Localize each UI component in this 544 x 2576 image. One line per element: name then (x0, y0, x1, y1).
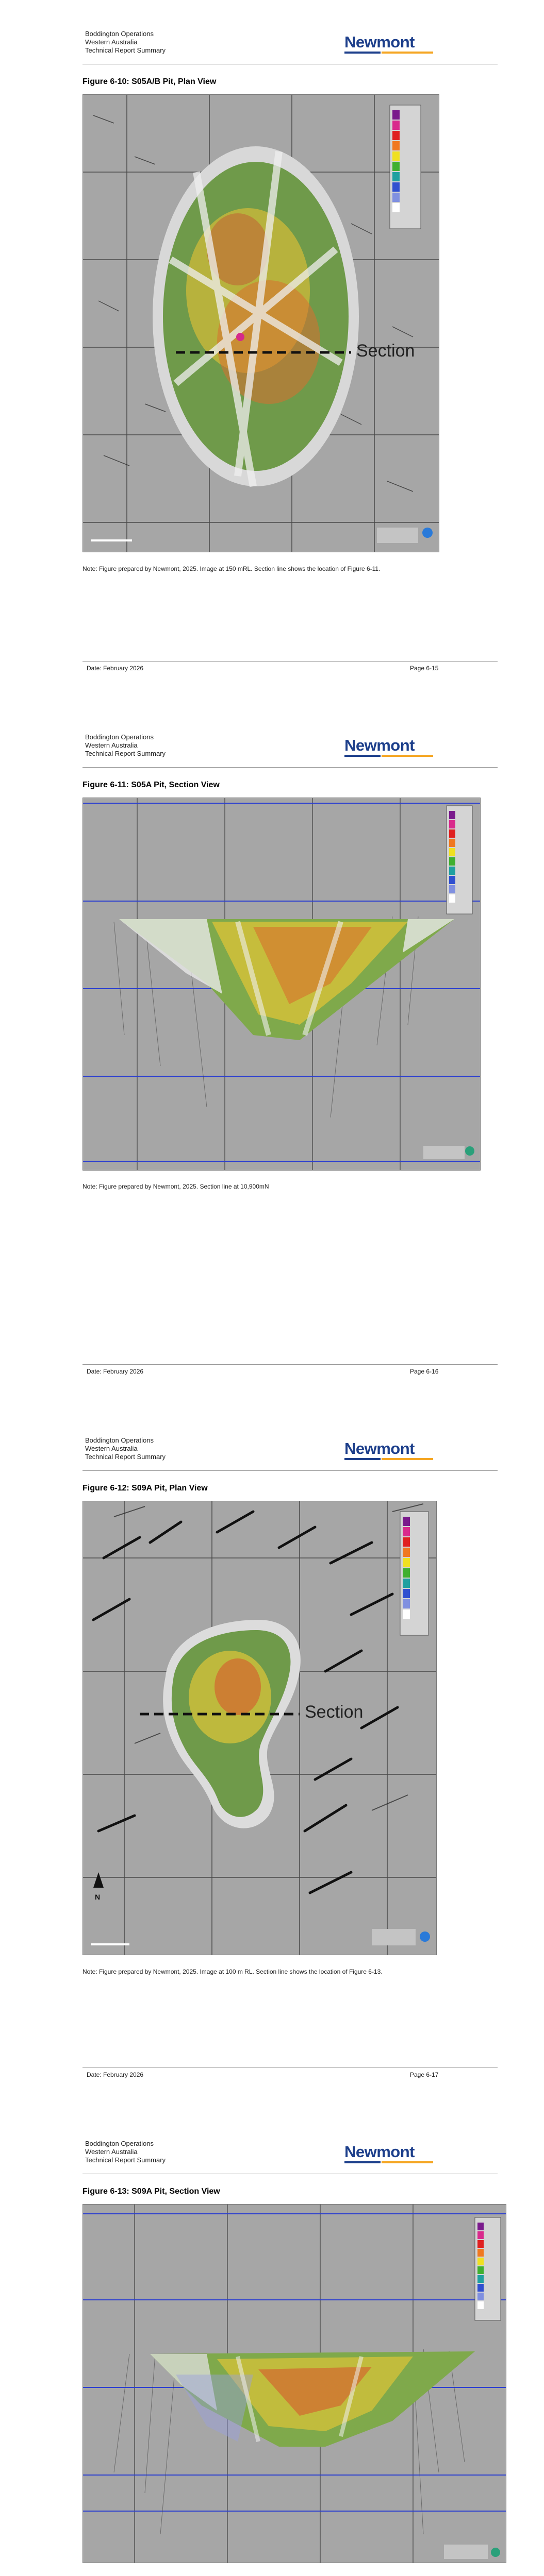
figure-title: Figure 6-11: S05A Pit, Section View (83, 781, 220, 789)
figure-title: Figure 6-13: S09A Pit, Section View (83, 2187, 220, 2196)
report-page-2 (0, 703, 544, 1406)
figure-note: Note: Figure prepared by Newmont, 2025. Section line at 10,900mN (83, 1183, 269, 1190)
logo-bar-blue (344, 1458, 381, 1460)
section-view-graphic (83, 2205, 506, 2563)
header-line-2: Western Australia (85, 741, 138, 749)
footer-date: Date: February 2026 (87, 665, 144, 672)
footer-date: Date: February 2026 (87, 1368, 144, 1375)
figure-image-plan-s05 (83, 94, 439, 552)
newmont-logo (344, 736, 448, 757)
logo-wordmark: Newmont (344, 33, 415, 51)
north-arrow-label: N (95, 1893, 101, 1901)
header-rule (83, 1470, 498, 1471)
footer-rule (83, 1364, 498, 1365)
header-line-3: Technical Report Summary (85, 750, 166, 757)
figure-image-plan-s09 (83, 1501, 437, 1955)
header-line-1: Boddington Operations (85, 30, 154, 38)
footer-page-number: Page 6-16 (410, 1368, 439, 1375)
logo-bar-gold (382, 755, 433, 757)
plan-view-graphic (83, 1501, 436, 1955)
footer-date: Date: February 2026 (87, 2071, 144, 2078)
figure-title: Figure 6-12: S09A Pit, Plan View (83, 1484, 208, 1493)
figure-image-section-s09 (83, 2204, 506, 2563)
header-rule (83, 767, 498, 768)
plan-view-graphic (83, 95, 439, 552)
newmont-logo (344, 1439, 448, 1460)
report-page-1 (0, 0, 544, 703)
header-line-3: Technical Report Summary (85, 1453, 166, 1461)
logo-wordmark: Newmont (344, 736, 415, 754)
logo-bar-gold (382, 52, 433, 54)
footer-page-number: Page 6-17 (410, 2071, 439, 2078)
report-page-3 (0, 1406, 544, 2110)
header-text (85, 1436, 166, 1461)
header-text (85, 733, 166, 758)
plan-legend (400, 1512, 428, 1635)
logo-bar-blue (344, 755, 381, 757)
newmont-logo (344, 33, 448, 54)
newmont-logo (344, 2143, 448, 2163)
logo-bar-gold (382, 1458, 433, 1460)
section-view-graphic (83, 798, 480, 1170)
footer-rule (83, 661, 498, 662)
header-line-1: Boddington Operations (85, 733, 154, 741)
footer-rule (83, 2067, 498, 2068)
section-label: Section (305, 1702, 364, 1722)
header-line-3: Technical Report Summary (85, 46, 166, 54)
logo-wordmark: Newmont (344, 2143, 415, 2161)
logo-bar-blue (344, 52, 381, 54)
header-line-1: Boddington Operations (85, 2140, 154, 2147)
header-line-2: Western Australia (85, 2148, 138, 2156)
figure-note: Note: Figure prepared by Newmont, 2025. Image at 150 mRL. Section line shows the location of Figure 6-11. (83, 565, 381, 572)
header-text (85, 30, 166, 55)
header-line-3: Technical Report Summary (85, 2156, 166, 2164)
logo-bar-blue (344, 2161, 381, 2163)
report-page-4 (0, 2110, 544, 2576)
header-line-2: Western Australia (85, 38, 138, 46)
plan-legend (390, 105, 421, 229)
section-legend (475, 2217, 501, 2320)
figure-note: Note: Figure prepared by Newmont, 2025. Image at 100 m RL. Section line shows the location of Figure 6-13. (83, 1968, 383, 1975)
header-text (85, 2140, 166, 2164)
header-line-2: Western Australia (85, 1445, 138, 1452)
logo-bar-gold (382, 2161, 433, 2163)
section-label: Section (356, 341, 415, 361)
section-legend (447, 806, 472, 914)
logo-wordmark: Newmont (344, 1439, 415, 1458)
figure-title: Figure 6-10: S05A/B Pit, Plan View (83, 77, 217, 86)
footer-page-number: Page 6-15 (410, 665, 439, 672)
header-line-1: Boddington Operations (85, 1436, 154, 1444)
figure-image-section-s05 (83, 798, 481, 1171)
